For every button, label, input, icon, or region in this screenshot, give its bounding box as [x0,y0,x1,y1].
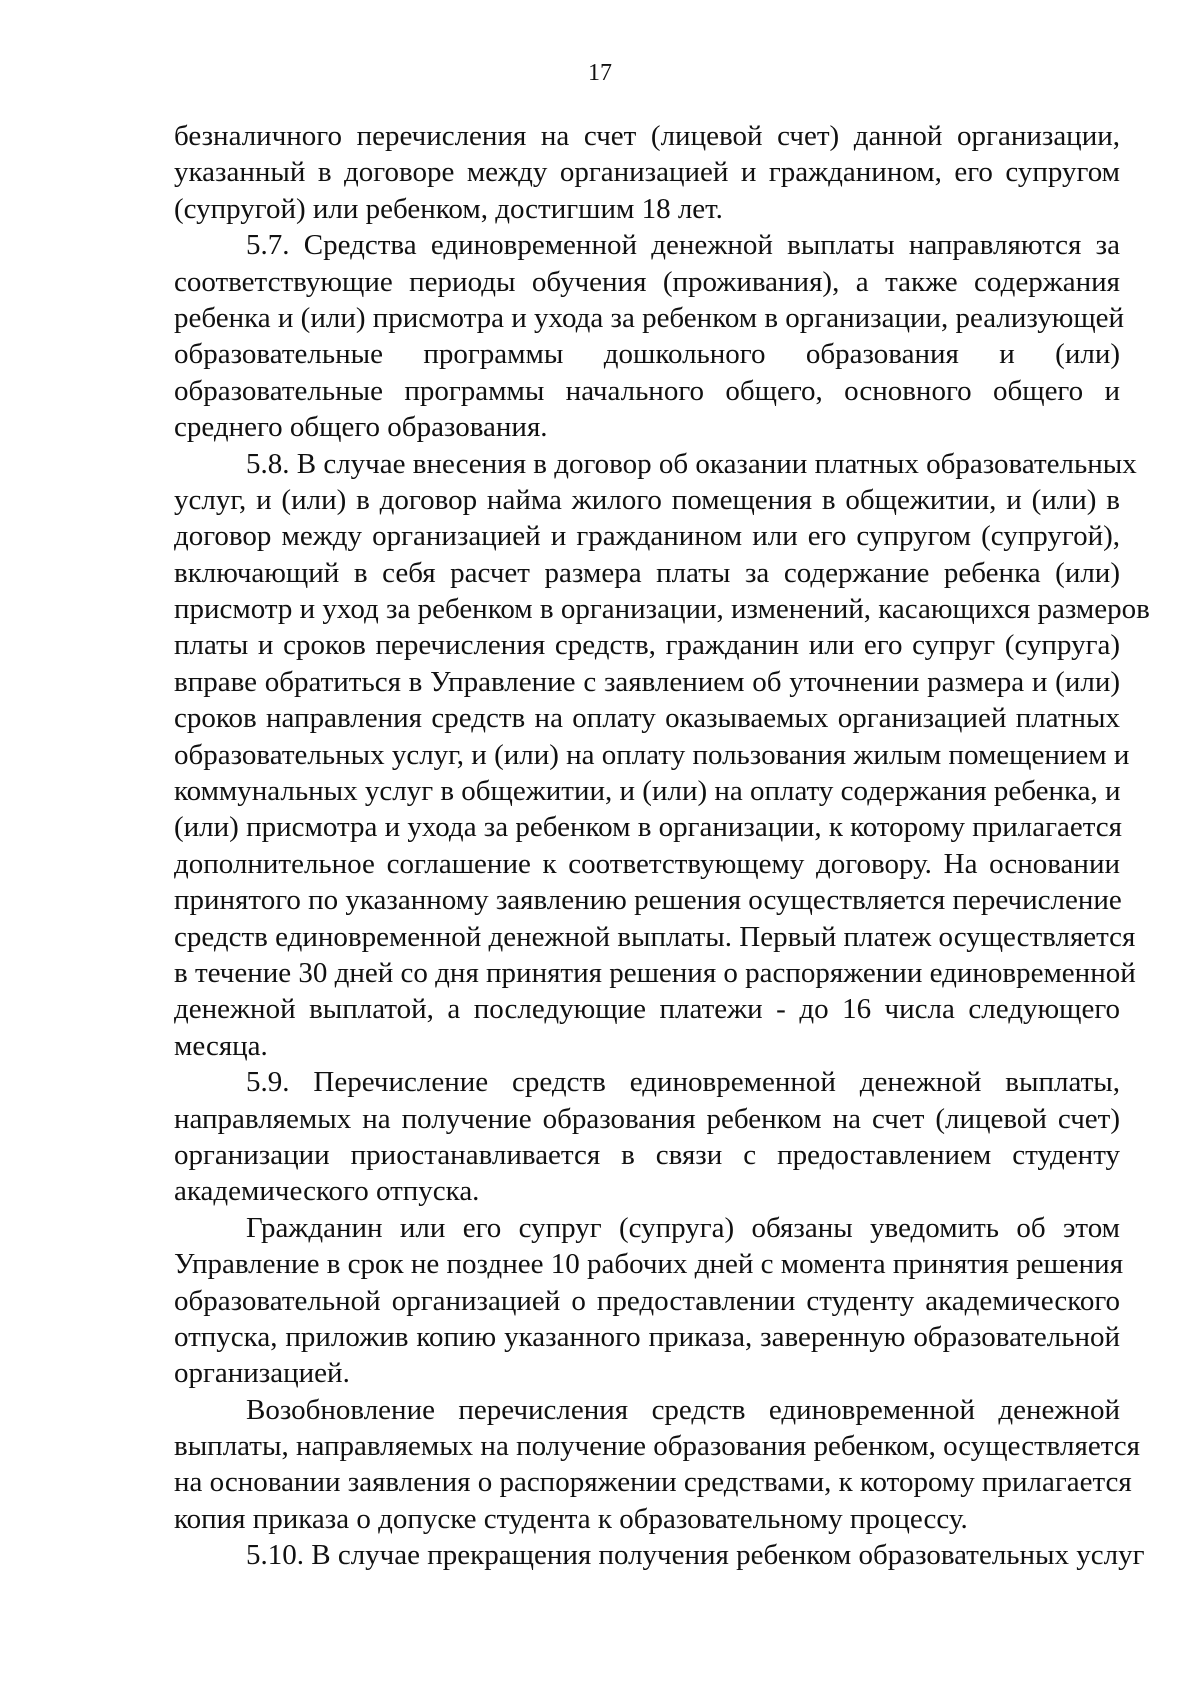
text-line: Возобновление перечисления средств единовременной денежной [246,1393,1120,1426]
text-line: (супругой) или ребенком, достигшим 18 лет. [174,192,723,225]
text-line: указанный в договоре между организацией и гражданином, его супругом [174,156,1120,189]
text-line: академического отпуска. [174,1175,480,1208]
paragraph [174,1064,1120,1210]
text-line: услуг, и (или) в договор найма жилого помещения в общежитии, и (или) в [174,483,1120,516]
text-line: 5.8. В случае внесения в договор об оказании платных образовательных [246,447,1137,480]
text-line: отпуска, приложив копию указанного приказа, заверенную образовательной [174,1320,1120,1353]
text-line: дополнительное соглашение к соответствующему договору. На основании [174,847,1120,880]
text-line: договор между организацией и гражданином или его супругом (супругой), [174,520,1120,553]
text-line: на основании заявления о распоряжении средствами, к которому прилагается [174,1466,1132,1499]
document-body [174,118,1150,1574]
text-line: средств единовременной денежной выплаты. Первый платеж осуществляется [174,920,1136,953]
text-line: Управление в срок не позднее 10 рабочих дней с момента принятия решения [174,1248,1124,1281]
text-line: месяца. [174,1029,268,1062]
text-line: присмотр и уход за ребенком в организации, изменений, касающихся размеров [174,593,1150,626]
text-line: образовательные программы начального общего, основного общего и [174,374,1120,407]
paragraph [174,1537,1145,1573]
text-line: платы и сроков перечисления средств, гражданин или его супруг (супруга) [174,629,1120,662]
text-line: образовательных услуг, и (или) на оплату пользования жилым помещением и [174,738,1130,771]
text-line: ребенка и (или) присмотра и ухода за ребенком в организации, реализующей [174,301,1125,334]
page-number: 17 [588,60,612,86]
text-line: Гражданин или его супруг (супруга) обязаны уведомить об этом [246,1211,1120,1244]
text-line: соответствующие периоды обучения (проживания), а также содержания [174,265,1120,298]
paragraph [174,1392,1140,1538]
text-line: сроков направления средств на оплату оказываемых организацией платных [174,702,1120,735]
text-line: 5.7. Средства единовременной денежной выплаты направляются за [246,229,1120,262]
text-line: образовательные программы дошкольного образования и (или) [174,338,1120,371]
text-line: вправе обратиться в Управление с заявлением об уточнении размера и (или) [174,665,1120,698]
text-line: организацией. [174,1357,350,1390]
paragraph [174,118,1120,227]
text-line: коммунальных услуг в общежитии, и (или) на оплату содержания ребенка, и [174,775,1121,808]
paragraph [174,446,1150,1065]
paragraph [174,1210,1124,1392]
paragraph [174,227,1125,445]
text-line: (или) присмотра и ухода за ребенком в организации, к которому прилагается [174,811,1122,844]
text-line: среднего общего образования. [174,411,548,444]
text-line: денежной выплатой, а последующие платежи - до 16 числа следующего [174,993,1120,1026]
text-line: направляемых на получение образования ребенком на счет (лицевой счет) [174,1102,1120,1135]
text-line: в течение 30 дней со дня принятия решения о распоряжении единовременной [174,956,1136,989]
text-line: 5.9. Перечисление средств единовременной денежной выплаты, [246,1066,1120,1099]
text-line: включающий в себя расчет размера платы за содержание ребенка (или) [174,556,1120,589]
text-line: выплаты, направляемых на получение образования ребенком, осуществляется [174,1430,1140,1463]
text-line: образовательной организацией о предоставлении студенту академического [174,1284,1120,1317]
text-line: организации приостанавливается в связи с предоставлением студенту [174,1138,1120,1171]
text-line: принятого по указанному заявлению решения осуществляется перечисление [174,884,1122,917]
text-line: безналичного перечисления на счет (лицевой счет) данной организации, [174,120,1120,152]
text-line: 5.10. В случае прекращения получения ребенком образовательных услуг [246,1539,1145,1572]
text-line: копия приказа о допуске студента к образовательному процессу. [174,1502,968,1535]
